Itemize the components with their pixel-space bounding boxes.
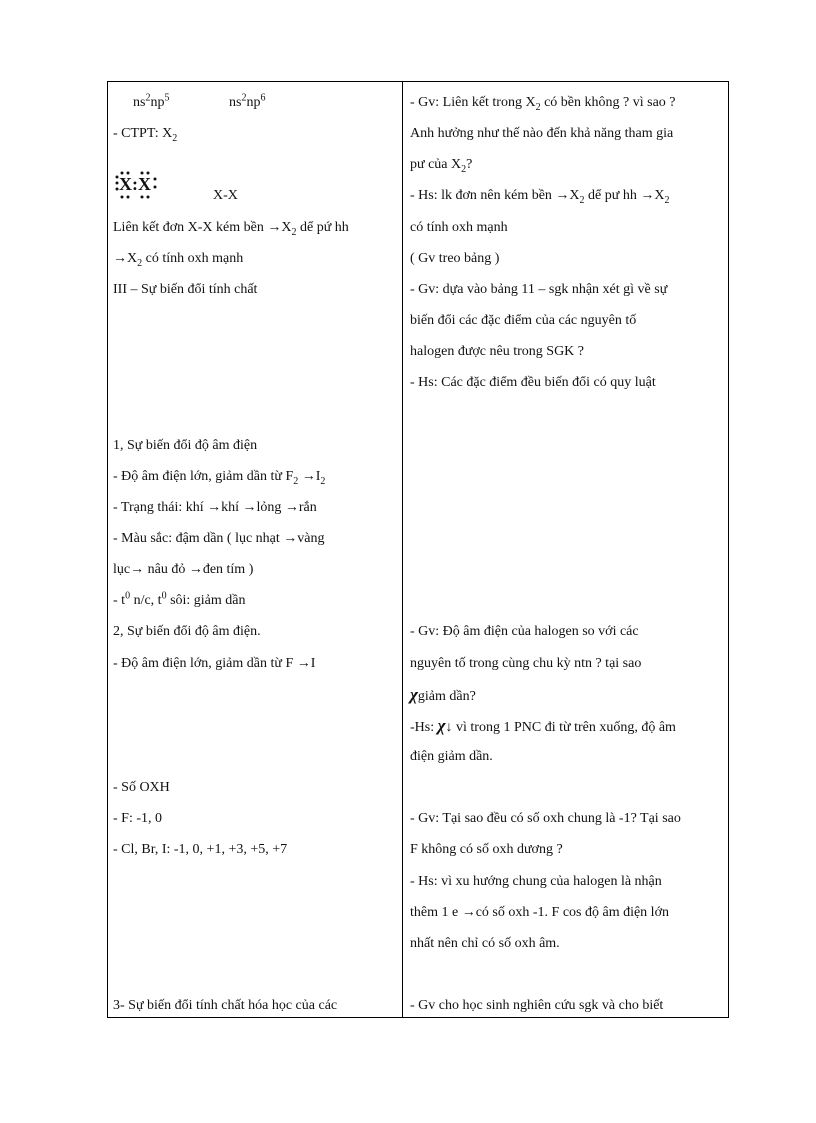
answer-4-a: - Hs: vì xu hướng chung của halogen là nhận (410, 874, 662, 889)
question-5: - Gv cho học sinh nghiên cứu sgk và cho biết (410, 998, 664, 1013)
section-heading-3: III – Sự biến đổi tính chất (113, 282, 258, 297)
question-4-b: F không có số oxh dương ? (410, 842, 563, 857)
bond-line-2: $\to X_2$ có tính oxh mạnh (113, 251, 244, 269)
question-2-c: halogen được nêu trong SGK ? (410, 344, 585, 359)
electron-config-2: $ns^2np^6$ (229, 92, 266, 110)
bond-line-1: Liên kết đơn X-X kém bền $\to X_2$ dể pứ hh (113, 220, 349, 238)
item-3-heading: 3- Sự biến đổi tính chất hóa học của các (113, 998, 338, 1013)
electron-config-1: $ns^2np^5$ (133, 92, 170, 110)
question-2-b: biến đổi các đặc điểm của các nguyên tố (410, 313, 637, 328)
answer-3-b: điện giảm dần. (410, 749, 493, 764)
question-3-a: - Gv: Độ âm điện của halogen so với các (410, 624, 639, 639)
chi-symbol: χ (437, 716, 446, 735)
item-2-heading: 2, Sự biến đổi độ âm điện. (113, 624, 261, 639)
lewis-structure-diagram (113, 170, 159, 200)
question-3-b: nguyên tố trong cùng chu kỳ ntn ? tại sao (410, 656, 642, 671)
question-1-a: - Gv: Liên kết trong $X_2$ có bền không ? vì sao ? (410, 95, 676, 113)
answer-4-b: thêm 1 e →có số oxh -1. F cos độ âm điện lớn (410, 905, 669, 920)
item-1-d: lục→ nâu đỏ →đen tím ) (113, 562, 254, 577)
answer-1-b: có tính oxh mạnh (410, 220, 508, 235)
question-3-c: χgiảm dần? (410, 685, 476, 704)
item-1-b: - Trạng thái: khí →khí →lỏng →rắn (113, 500, 317, 515)
answer-4-c: nhất nên chỉ có số oxh âm. (410, 936, 560, 951)
ctpt-line: - CTPT: $X_2$ (113, 126, 178, 144)
chi-symbol: χ (410, 685, 418, 704)
oxidation-heading: - Số OXH (113, 780, 170, 795)
answer-2: - Hs: Các đặc điểm đều biến đổi có quy luật (410, 375, 656, 390)
question-1-b: Anh hưởng như thế nào đến khả năng tham gia (410, 126, 674, 141)
item-1-heading: 1, Sự biến đổi độ âm điện (113, 438, 258, 453)
answer-3-a: -Hs: χ↓ vì trong 1 PNC đi từ trên xuống, độ âm (410, 716, 676, 735)
question-1-c: pư của $X_2$? (410, 157, 473, 175)
question-4-a: - Gv: Tại sao đều có số oxh chung là -1? Tại sao (410, 811, 681, 826)
item-1-a: - Độ âm điện lớn, giảm dần từ $F_2 \to I_2$ (113, 469, 326, 487)
column-divider (402, 81, 403, 1018)
item-2-a: - Độ âm điện lớn, giảm dần từ F →I (113, 656, 316, 671)
item-1-e: - $t^0$ n/c, $t^0$ sôi: giảm dần (113, 590, 246, 608)
lewis-structure-letters: X:X (119, 174, 151, 194)
item-1-c: - Màu sắc: đậm dần ( lục nhạt →vàng (113, 531, 325, 546)
answer-1-a: - Hs: lk đơn nên kém bền $\to X_2$ dể pư hh $\to X_2$ (410, 188, 670, 206)
structural-formula: X-X (213, 188, 238, 203)
oxidation-f: - F: -1, 0 (113, 811, 162, 826)
oxidation-cl-br-i: - Cl, Br, I: -1, 0, +1, +3, +5, +7 (113, 842, 288, 857)
teacher-note: ( Gv treo bảng ) (410, 251, 500, 266)
question-2-a: - Gv: dựa vào bảng 11 – sgk nhận xét gì về sự (410, 282, 668, 297)
